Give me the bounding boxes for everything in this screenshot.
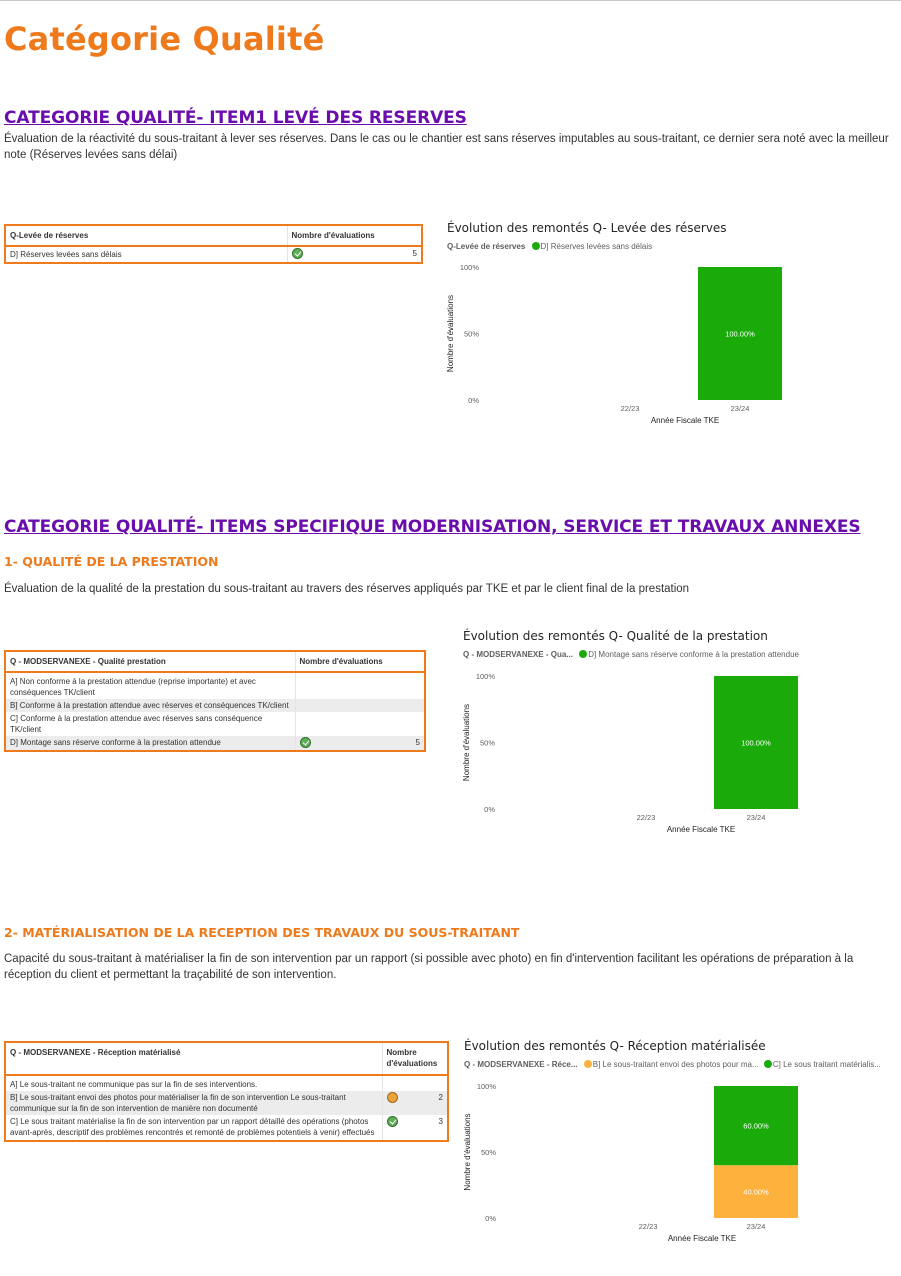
chart-plot (463, 629, 843, 839)
table-row[interactable] (5, 1115, 448, 1141)
col-header-category[interactable]: Q - MODSERVANEXE - Qualité prestation (5, 651, 295, 672)
table-row[interactable] (5, 672, 425, 699)
row-label: A] Non conforme à la prestation attendue (reprise importante) et avec conséquences TK/client (10, 677, 256, 697)
row-label: A] Le sous-traitant ne communique pas sur la fin de ses interventions. (10, 1080, 258, 1089)
legend-title: Q - MODSERVANEXE - Réce... (464, 1060, 578, 1069)
x-axis-title: Année Fiscale TKE (650, 416, 720, 425)
row-count: 5 (412, 249, 417, 258)
row-value (295, 736, 425, 751)
table-row[interactable] (5, 712, 425, 736)
chart-levee-reserves (447, 221, 792, 431)
y-tick-label: 0% (468, 396, 479, 405)
warning-circle-icon (387, 1092, 398, 1103)
chart-title: Évolution des remontés Q- Réception matérialisée (464, 1039, 766, 1053)
y-tick-label: 100% (459, 263, 479, 272)
legend-label: C] Le sous traitant matérialis... (772, 1060, 881, 1069)
y-tick-label: 50% (479, 738, 495, 748)
subsection1-title: 1- QUALITÉ DE LA PRESTATION (4, 554, 219, 569)
y-tick-label: 50% (463, 329, 479, 339)
legend-title: Q - MODSERVANEXE - Qua... (463, 650, 573, 659)
y-axis-title: Nombre d'évaluations (462, 703, 471, 782)
x-tick-label: 22/23 (620, 404, 640, 413)
chart-reception-materialisee (464, 1039, 900, 1249)
data-label: 100.00% (725, 329, 755, 339)
table-row[interactable] (5, 699, 425, 712)
y-axis-title: Nombre d'évaluations (446, 294, 455, 373)
x-tick-label: 23/24 (730, 404, 750, 413)
check-circle-icon (300, 737, 311, 748)
chart-plot (464, 1039, 900, 1249)
table-row[interactable] (5, 736, 425, 751)
col-header-category[interactable]: Q-Levée de réserves (5, 225, 287, 246)
section1-title: CATEGORIE QUALITÉ- ITEM1 LEVÉ DES RESERVES (4, 108, 467, 128)
legend-label: D] Réserves levées sans délais (540, 242, 653, 251)
qualite-prestation-table (4, 650, 426, 752)
subsection2-title: 2- MATÉRIALISATION DE LA RECEPTION DES TRAVAUX DU SOUS-TRAITANT (4, 925, 520, 940)
row-label: C] Conforme à la prestation attendue avec réserves sans conséquence TK/client (10, 714, 263, 734)
reception-materialisee-table (4, 1041, 449, 1142)
row-value (382, 1091, 448, 1115)
legend-label: D] Montage sans réserve conforme à la prestation attendue (588, 650, 799, 659)
col-header-count[interactable]: Nombre d'évaluations (295, 651, 425, 672)
x-tick-label: 23/24 (746, 813, 766, 822)
col-header-category[interactable]: Q - MODSERVANEXE - Réception matérialisé (5, 1042, 382, 1075)
row-label: D] Montage sans réserve conforme à la prestation attendue (5, 736, 295, 751)
y-tick-label: 50% (480, 1148, 496, 1157)
x-tick-label: 22/23 (636, 813, 656, 822)
chart-title: Évolution des remontés Q- Qualité de la prestation (463, 629, 768, 643)
row-label: C] Le sous traitant matérialise la fin de son intervention par un rapport détaillé des opérations (photos avant-après, descriptif des problèmes rencontrés et remonté de problèmes potentiels à venir) effectués (10, 1117, 375, 1137)
row-value (287, 246, 422, 263)
row-count: 5 (415, 738, 420, 747)
row-label: B] Le sous-traitant envoi des photos pour matérialiser la fin de son intervention Le sous-traitant communique sur la fin de son intervention de manière non documenté (5, 1091, 382, 1115)
section2-title: CATEGORIE QUALITÉ- ITEMS SPECIFIQUE MODERNISATION, SERVICE ET TRAVAUX ANNEXES (4, 517, 861, 537)
levee-reserves-table (4, 224, 423, 264)
legend-label: B] Le sous-traitant envoi des photos pour ma... (592, 1060, 759, 1069)
table-row[interactable] (5, 1075, 448, 1091)
x-axis-title: Année Fiscale TKE (667, 1234, 737, 1243)
data-label: 100.00% (741, 738, 771, 748)
x-tick-label: 23/24 (746, 1222, 766, 1231)
col-header-count[interactable]: Nombre d'évaluations (382, 1042, 448, 1075)
row-value (295, 699, 425, 712)
row-value (382, 1115, 448, 1141)
y-tick-label: 0% (484, 805, 495, 814)
check-circle-icon (387, 1116, 398, 1127)
top-divider (0, 0, 901, 1)
section1-description: Évaluation de la réactivité du sous-traitant à lever ses réserves. Dans le cas ou le chantier est sans réserves imputables au sous-traitant, ce dernier sera noté avec la meilleur note (Réserves levées sans délai) (4, 133, 889, 161)
row-value (295, 712, 425, 736)
subsection1-description: Évaluation de la qualité de la prestation du sous-traitant au travers des réserves appliqués par TKE et par le client final de la prestation (4, 583, 690, 595)
page-title: Catégorie Qualité (4, 20, 325, 58)
chart-qualite-prestation (463, 629, 843, 839)
row-count: 2 (438, 1093, 443, 1102)
y-tick-label: 100% (476, 1082, 496, 1091)
row-count: 3 (438, 1117, 443, 1126)
check-circle-icon (292, 248, 303, 259)
row-label: B] Conforme à la prestation attendue avec réserves et conséquences TK/client (5, 699, 295, 712)
col-header-count[interactable]: Nombre d'évaluations (287, 225, 422, 246)
y-tick-label: 0% (485, 1214, 496, 1223)
y-tick-label: 100% (475, 672, 495, 681)
subsection2-description: Capacité du sous-traitant à matérialiser la fin de son intervention par un rapport (si possible avec photo) en fin d'intervention facilitant les opérations de préparation à la réception du client et permettant la traçabilité de son intervention. (4, 953, 854, 981)
x-tick-label: 22/23 (638, 1222, 658, 1231)
row-value (382, 1075, 448, 1091)
chart-plot (447, 221, 792, 431)
y-axis-title: Nombre d'évaluations (463, 1113, 472, 1191)
row-label: D] Réserves levées sans délais (10, 250, 122, 259)
chart-title: Évolution des remontés Q- Levée des réserves (447, 221, 727, 235)
data-label: 40.00% (743, 1187, 769, 1197)
row-value (295, 672, 425, 699)
data-label: 60.00% (743, 1121, 769, 1131)
x-axis-title: Année Fiscale TKE (666, 825, 736, 834)
table-row[interactable] (5, 246, 422, 263)
legend-title: Q-Levée de réserves (447, 242, 526, 251)
table-row[interactable] (5, 1091, 448, 1115)
